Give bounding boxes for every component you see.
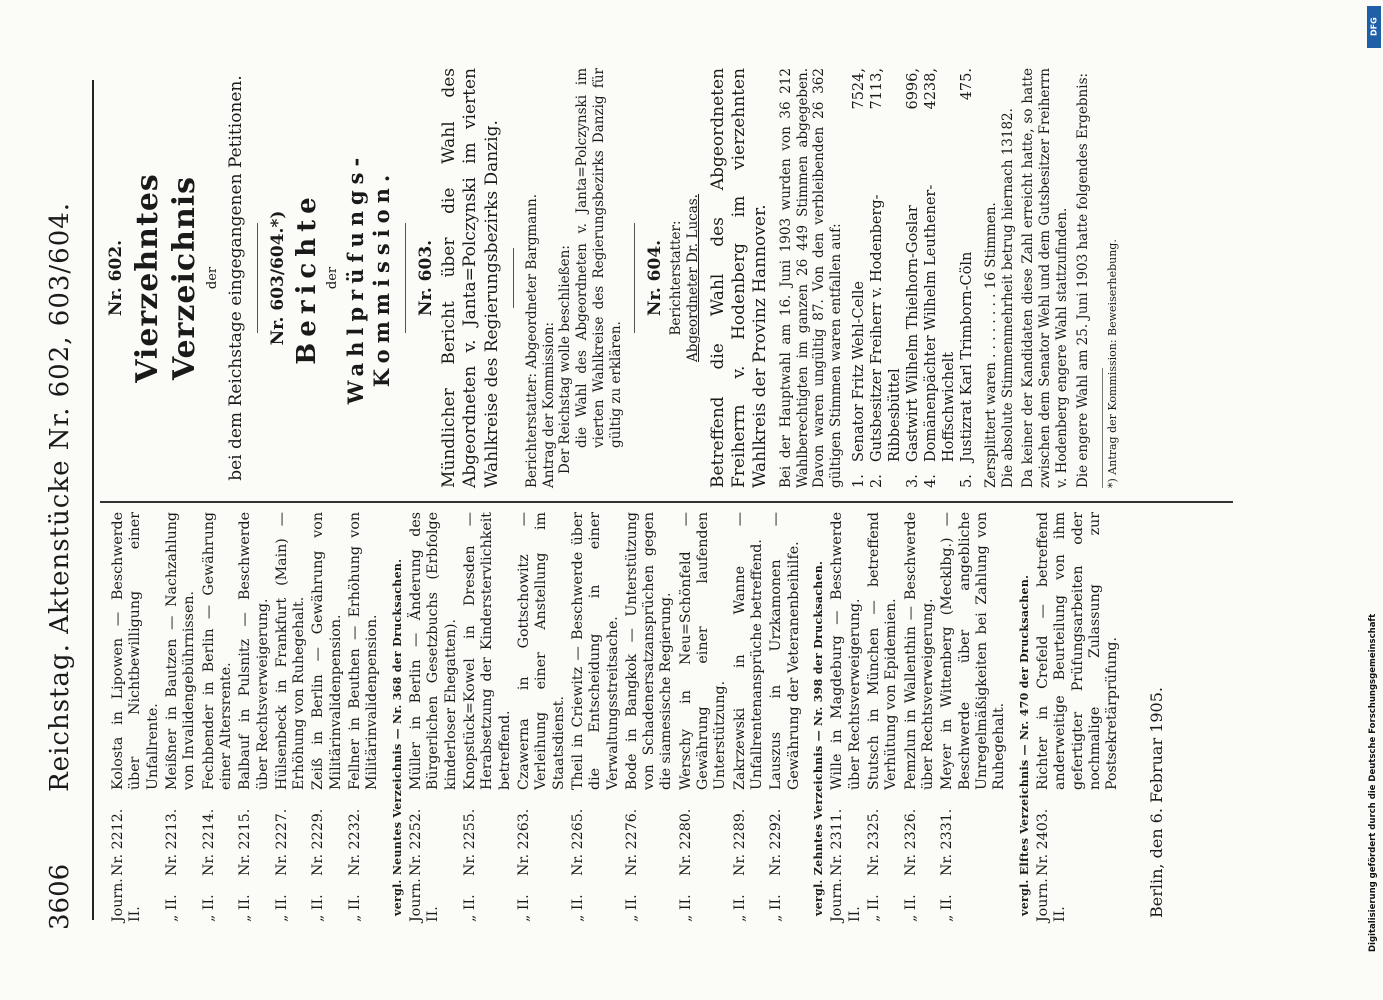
petition-text: Pemzlun in Wallenthin — Beschwerde über Rechtsverweigerung. [902, 512, 936, 790]
journal-ref: „ II. [569, 894, 586, 922]
petition-number: Nr. 2232. [347, 808, 364, 876]
petition-number: Nr. 2289. [731, 808, 748, 876]
commission-title: Wahlprüfungs-Kommission. [343, 151, 395, 405]
journal-ref: „ II. [939, 894, 956, 922]
petition-row [903, 512, 938, 922]
petition-number: Nr. 2331. [939, 808, 956, 876]
result-row [923, 68, 959, 488]
petition-row [1035, 512, 1122, 922]
petition-row [274, 512, 309, 922]
petition-row [237, 512, 272, 922]
divider [634, 223, 635, 333]
vote-count: 6996, [905, 68, 922, 110]
petition-number: Nr. 2280. [677, 808, 694, 876]
petition-number: Nr. 2276. [623, 808, 640, 876]
doc-title: Vierzehntes Verzeichnis [130, 173, 203, 383]
petition-row [310, 512, 345, 922]
petition-row [201, 512, 236, 922]
petition-number: Nr. 2265. [569, 808, 586, 876]
journal-ref: „ II. [462, 894, 479, 922]
petition-row [164, 512, 199, 922]
petition-number: Nr. 2212. [110, 808, 126, 876]
petition-number: Nr. 2215. [237, 808, 254, 876]
petition-number: Nr. 2403. [1034, 808, 1051, 876]
left-column [110, 512, 1167, 922]
petition-number: Nr. 2311. [829, 808, 846, 876]
result-row [851, 68, 869, 488]
petition-list-2 [408, 512, 803, 922]
petition-number: Nr. 2214. [200, 808, 217, 876]
petition-number: Nr. 2255. [462, 808, 479, 876]
absolute-majority: Die absolute Stimmenmehrheit betrug hiernach 13182. [999, 108, 1016, 488]
divider [405, 223, 406, 333]
result-index: 3. [905, 474, 922, 488]
journal-ref: „ II. [866, 894, 882, 922]
candidate: Justizrat Karl Trimborn-Cöln [958, 251, 975, 462]
petition-list-3 [829, 512, 1008, 922]
connector: der [324, 266, 340, 290]
petition-text: Müller in Berlin — Änderung des Bürgerlichen Gesetzbuchs (Erbfolge kinderloser Ehegatten). [408, 512, 459, 790]
petition-row [570, 512, 622, 922]
petition-number: Nr. 2252. [408, 808, 425, 876]
journal-ref: Journ. II. [1034, 878, 1069, 922]
petition-number: Nr. 2292. [768, 808, 785, 876]
motion-text: die Wahl des Abgeordneten v. Janta=Polczynski im vierten Wahlkreise des Regierungsbezirks Danzig für gültig zu erklären. [574, 68, 624, 448]
doc-subtitle: bei dem Reichstage eingegangenen Petitionen. [225, 75, 246, 481]
petition-row [624, 512, 676, 922]
section-heading: vergl. Zehntes Verzeichnis — Nr. 398 der Drucksachen. [811, 560, 825, 916]
footnote: *) Antrag der Kommission: Beweiserhebung. [1102, 368, 1120, 488]
paragraph: Da keiner der Kandidaten diese Zahl erreicht hatte, so hatte zwischen dem Senator Wehl und dem Gutsbesitzer Freiherrn v. Hodenberg engere Wahl stattzufinden. [1020, 68, 1071, 488]
petition-row [732, 512, 767, 922]
journal-ref: „ II. [200, 894, 217, 922]
journal-ref: „ II. [237, 894, 254, 922]
page-number: 3606 [45, 863, 75, 930]
result-row [959, 68, 977, 488]
dfg-logo: DFG [1367, 6, 1381, 48]
petition-text: Bode in Bangkok — Unterstützung von Schadenersatzansprüchen gegen die siamesische Regierung. [623, 512, 675, 790]
section-heading: vergl. Neuntes Verzeichnis — Nr. 368 der Drucksachen. [390, 558, 404, 916]
petition-text: Lauszus in Urzkamonen — Gewährung der Veteranenbeihilfe. [768, 512, 802, 790]
result-index: 5. [958, 474, 975, 488]
petition-list-4 [1035, 512, 1122, 922]
journal-ref: Journ. II. [110, 878, 144, 922]
report-title: Mündlicher Bericht über die Wahl des Abgeordneten v. Janta=Polczynski im vierten Wahlkreise des Regierungsbezirks Danzig. [439, 68, 502, 488]
journal-ref: Journ. II. [829, 878, 863, 922]
petition-text: Hülsenbeck in Frankfurt (Main) — Erhöhung von Ruhegehalt. [273, 512, 308, 790]
journal-ref: „ II. [677, 894, 694, 922]
petition-number: Nr. 2263. [515, 808, 532, 876]
journal-ref: „ II. [273, 894, 290, 922]
reporter: Berichterstatter: Abgeordneter Bargmann. [523, 193, 540, 488]
journal-ref: „ II. [623, 894, 640, 922]
section-heading: vergl. Elftes Verzeichnis — Nr. 470 der Drucksachen. [1017, 574, 1031, 916]
petition-list-1 [110, 512, 382, 922]
petition-text: Zakrzewski in Wanne — Unfallrentenansprüche betreffend. [731, 512, 766, 790]
petition-row [939, 512, 1008, 922]
right-column [100, 68, 1120, 488]
vote-count: 475. [958, 68, 975, 101]
election-results [851, 68, 977, 488]
reporter: Abgeordneter Dr. Lucas. [685, 194, 702, 362]
petition-number: Nr. 2213. [163, 808, 180, 876]
candidate: Gastwirt Wilhelm Thielhorn-Goslar [905, 205, 922, 462]
petition-text: Richter in Crefeld — betreffend anderweitige Beurteilung von ihm gefertigter Prüfungsarbeiten oder nochmalige Zulassung zur Postsekretärprüfung. [1034, 512, 1121, 790]
journal-ref: „ II. [163, 894, 180, 922]
petition-text: Wille in Magdeburg — Beschwerde über Rechtsverweigerung. [829, 512, 863, 790]
result-row [869, 68, 905, 488]
reporter-label: Berichterstatter: [668, 220, 685, 336]
connector: der [205, 266, 221, 290]
petition-row [462, 512, 514, 922]
journal-ref: „ II. [515, 894, 532, 922]
petition-text: Balbauf in Pulsnitz — Beschwerde über Rechtsverweigerung. [237, 512, 271, 790]
petition-text: Meißner in Bautzen — Nachzahlung von Invalidengebührnissen. [163, 512, 198, 790]
petition-row [866, 512, 901, 922]
journal-ref: „ II. [731, 894, 748, 922]
candidate: Domänenpächter Wilhelm Leuthener-Hoffschwichelt [923, 184, 957, 462]
petition-row [829, 512, 864, 922]
petition-text: Knopstück=Kowel in Dresden — Herabsetzung der Kinderstervlichkeit betreffend. [462, 512, 513, 790]
doc-number: Nr. 604. [645, 239, 666, 317]
petition-text: Czawerna in Gottschowitz — Verleihung einer Anstellung im Staatsdienst. [515, 512, 567, 790]
petition-text: Kolosta in Lipowen — Beschwerde über Nichtbewilligung einer Unfallrente. [110, 512, 161, 790]
closing-date: Berlin, den 6. Februar 1905. [1147, 686, 1167, 918]
vote-count: 4238, [923, 68, 940, 110]
vote-count: 7524, [851, 68, 868, 110]
running-header [40, 70, 80, 930]
petition-number: Nr. 2229. [310, 808, 327, 876]
column-divider [100, 501, 1233, 503]
journal-ref: „ II. [347, 894, 364, 922]
petition-text: Fechbender in Berlin — Gewährung einer Altersrente. [200, 512, 234, 790]
header-rule [92, 80, 94, 920]
divider [513, 248, 514, 308]
petition-text: Stutsch in München — betreffend Verhütung von Epidemien. [866, 512, 900, 790]
petition-row [516, 512, 568, 922]
report-title: Betreffend die Wahl des Abgeordneten Freiherrn v. Hodenberg im vierzehnten Wahlkreis der Provinz Hannover. [707, 68, 771, 488]
dfg-note: Digitalisierung gefördert durch die Deutsche Forschungsgemeinschaft [1368, 613, 1378, 952]
motion-intro: Der Reichstag wolle beschließen: [557, 245, 574, 474]
petition-row [408, 512, 460, 922]
petition-row [678, 512, 730, 922]
scattered-votes: Zersplittert waren . . . . . . . . 16 Stimmen. [982, 202, 999, 488]
petition-text: Werschy in Neu=Schönfeld — Gewährung einer laufenden Unterstützung. [677, 512, 729, 790]
journal-ref: „ II. [902, 894, 919, 922]
journal-ref: Journ. II. [408, 878, 442, 922]
petition-number: Nr. 2227. [273, 808, 290, 876]
petition-number: Nr. 2325. [866, 808, 882, 876]
paragraph: Die engere Wahl am 25. Juni 1903 hatte folgendes Ergebnis: [1075, 72, 1092, 488]
header-title: Reichstag. Aktenstücke Nr. 602, 603/604. [45, 201, 75, 792]
journal-ref: „ II. [310, 894, 327, 922]
petition-row [347, 512, 382, 922]
petition-text: Fellner in Beuthen — Erhöhung von Militärinvalidenpension. [347, 512, 381, 790]
doc-number: Nr. 603. [416, 239, 437, 317]
petition-text: Meyer in Wittenberg (Mecklbg.) — Beschwerde über angebliche Unregelmäßigkeiten bei Zahlung von Ruhegehalt. [939, 512, 1008, 790]
paragraph: Bei der Hauptwahl am 16. Juni 1903 wurden von 36 212 Wahlberechtigten im ganzen 26 449 Stimmen abgegeben. Davon waren ungültig 87. Von den verbleibenden 26 362 gültigen Stimmen waren entfallen auf: [777, 68, 845, 488]
journal-ref: „ II. [768, 894, 785, 922]
petition-text: Zeiß in Berlin — Gewährung von Militärinvalidenpension. [310, 512, 344, 790]
result-index: 1. [851, 474, 868, 488]
petition-number: Nr. 2326. [902, 808, 919, 876]
petition-text: Theil in Criewitz — Beschwerde über die Entscheidung in einer Verwaltungsstreitsache. [569, 512, 621, 790]
result-index: 4. [923, 474, 940, 488]
candidate: Gutsbesitzer Freiherr v. Hodenberg-Ribbesbüttel [869, 194, 904, 462]
divider [257, 223, 258, 333]
candidate: Senator Fritz Wehl-Celle [851, 280, 868, 462]
doc-number: Nr. 603/604.*) [267, 210, 288, 346]
vote-count: 7113, [869, 68, 886, 110]
motion-label: Antrag der Kommission: [540, 322, 557, 488]
petition-row [110, 512, 162, 922]
petition-row [768, 512, 803, 922]
result-row [905, 68, 923, 488]
result-index: 2. [869, 474, 886, 488]
doc-number: Nr. 602. [106, 239, 126, 317]
doc-title: Berichte [291, 191, 322, 365]
